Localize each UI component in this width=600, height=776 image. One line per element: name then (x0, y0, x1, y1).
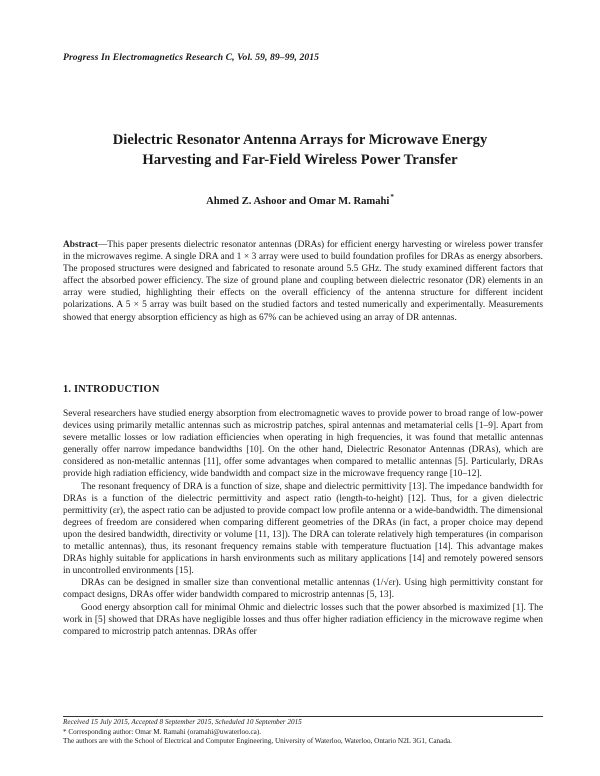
paper-title (60, 130, 540, 170)
title-line-1: Dielectric Resonator Antenna Arrays for Microwave Energy (112, 132, 488, 148)
paragraph-1: Several researchers have studied energy absorption from electromagnetic waves to provide power to broad range of low-power devices using primarily metallic antennas such as microstrip patches, spiral antennas and metamaterial cells [1–9]. Apart from severe metallic losses or low radiation efficiencies when operating in high frequencies, it was found that metallic antennas generally offer narrow impedance bandwidths [10]. On the other hand, Dielectric Resonator Antennas (DRAs), which are considered as non-metallic antennas [11], offer some advantages when compared to metallic antennas [5]. Particularly, DRAs provide high radiation efficiency, wide bandwidth and compact size in the microwave frequency range [10–12]. (63, 409, 543, 480)
author-list (60, 193, 540, 207)
body-text (63, 408, 543, 638)
abstract-heading: Abstract (63, 240, 98, 250)
paragraph-4: Good energy absorption call for minimal Ohmic and dielectric losses such that the power absorbed is maximized [1]. The work in [5] showed that DRAs have negligible losses and thus offer higher radiation efficiency in the microwave regime when compared to microstrip patch antennas. DRAs offer (63, 602, 543, 637)
paragraph-3: DRAs can be designed in smaller size than conventional metallic antennas (1/√εr). Using high permittivity constant for compact designs, DRAs offer wider bandwidth compared to microstrip antennas [5, 13]. (63, 578, 543, 601)
footnote-divider (63, 716, 543, 717)
section-heading: 1. INTRODUCTION (63, 384, 160, 395)
abstract (63, 239, 543, 324)
corresponding-author-note: * Corresponding author: Omar M. Ramahi (oramahi@uwaterloo.ca). (63, 727, 262, 736)
journal-header: Progress In Electromagnetics Research C, Vol. 59, 89–99, 2015 (63, 52, 320, 63)
abstract-text: —This paper presents dielectric resonator antennas (DRAs) for efficient energy harvesting or wireless power transfer in the microwaves regime. A single DRA and 1 × 3 array were used to build foundation profiles for DRAs as energy absorbers. The proposed structures were designed and fabricated to resonate around 5.5 GHz. The study examined different factors that affect the absorbed power efficiency. The size of ground plane and coupling between dielectric resonator (DR) elements in an array were studied, highlighting their effects on the overall efficiency of the antenna structure for different incident polarizations. A 5 × 5 array was built based on the studied factors and tested numerically and experimentally. Measurements showed that energy absorption efficiency as high as 67% can be achieved using an array of DR antennas. (63, 240, 543, 323)
corresponding-author-marker: * (390, 193, 394, 201)
paragraph-2: The resonant frequency of DRA is a function of size, shape and dielectric permittivity [13]. The impedance bandwidth for DRAs is a function of the dielectric permittivity and aspect ratio (length-to-height) [12]. Thus, for a given dielectric permittivity (εr), the aspect ratio can be adjusted to provide compact low profile antenna or a wide-bandwidth. The dimensional degrees of freedom are considered when comparing different geometries of the DRAs (in fact, a proper choice may depend upon the desired bandwidth, directivity or volume [11, 13]). The DRA can tolerate relatively high temperatures (in comparison to metallic antennas), thus, its resonant frequency remains stable with temperature fluctuation [14]. This advantage makes DRAs highly suitable for applications in harsh environments such as military applications [14] and remotely powered sensors in uncontrolled environments [15]. (63, 481, 543, 577)
received-dates: Received 15 July 2015, Accepted 8 September 2015, Scheduled 10 September 2015 (63, 718, 302, 726)
title-line-2: Harvesting and Far-Field Wireless Power Transfer (142, 152, 458, 168)
footnotes (63, 718, 543, 747)
author-affiliation: The authors are with the School of Electrical and Computer Engineering, University of Waterloo, Waterloo, Ontario N2L 3G1, Canada. (63, 737, 452, 746)
author-names: Ahmed Z. Ashoor and Omar M. Ramahi (206, 196, 390, 207)
